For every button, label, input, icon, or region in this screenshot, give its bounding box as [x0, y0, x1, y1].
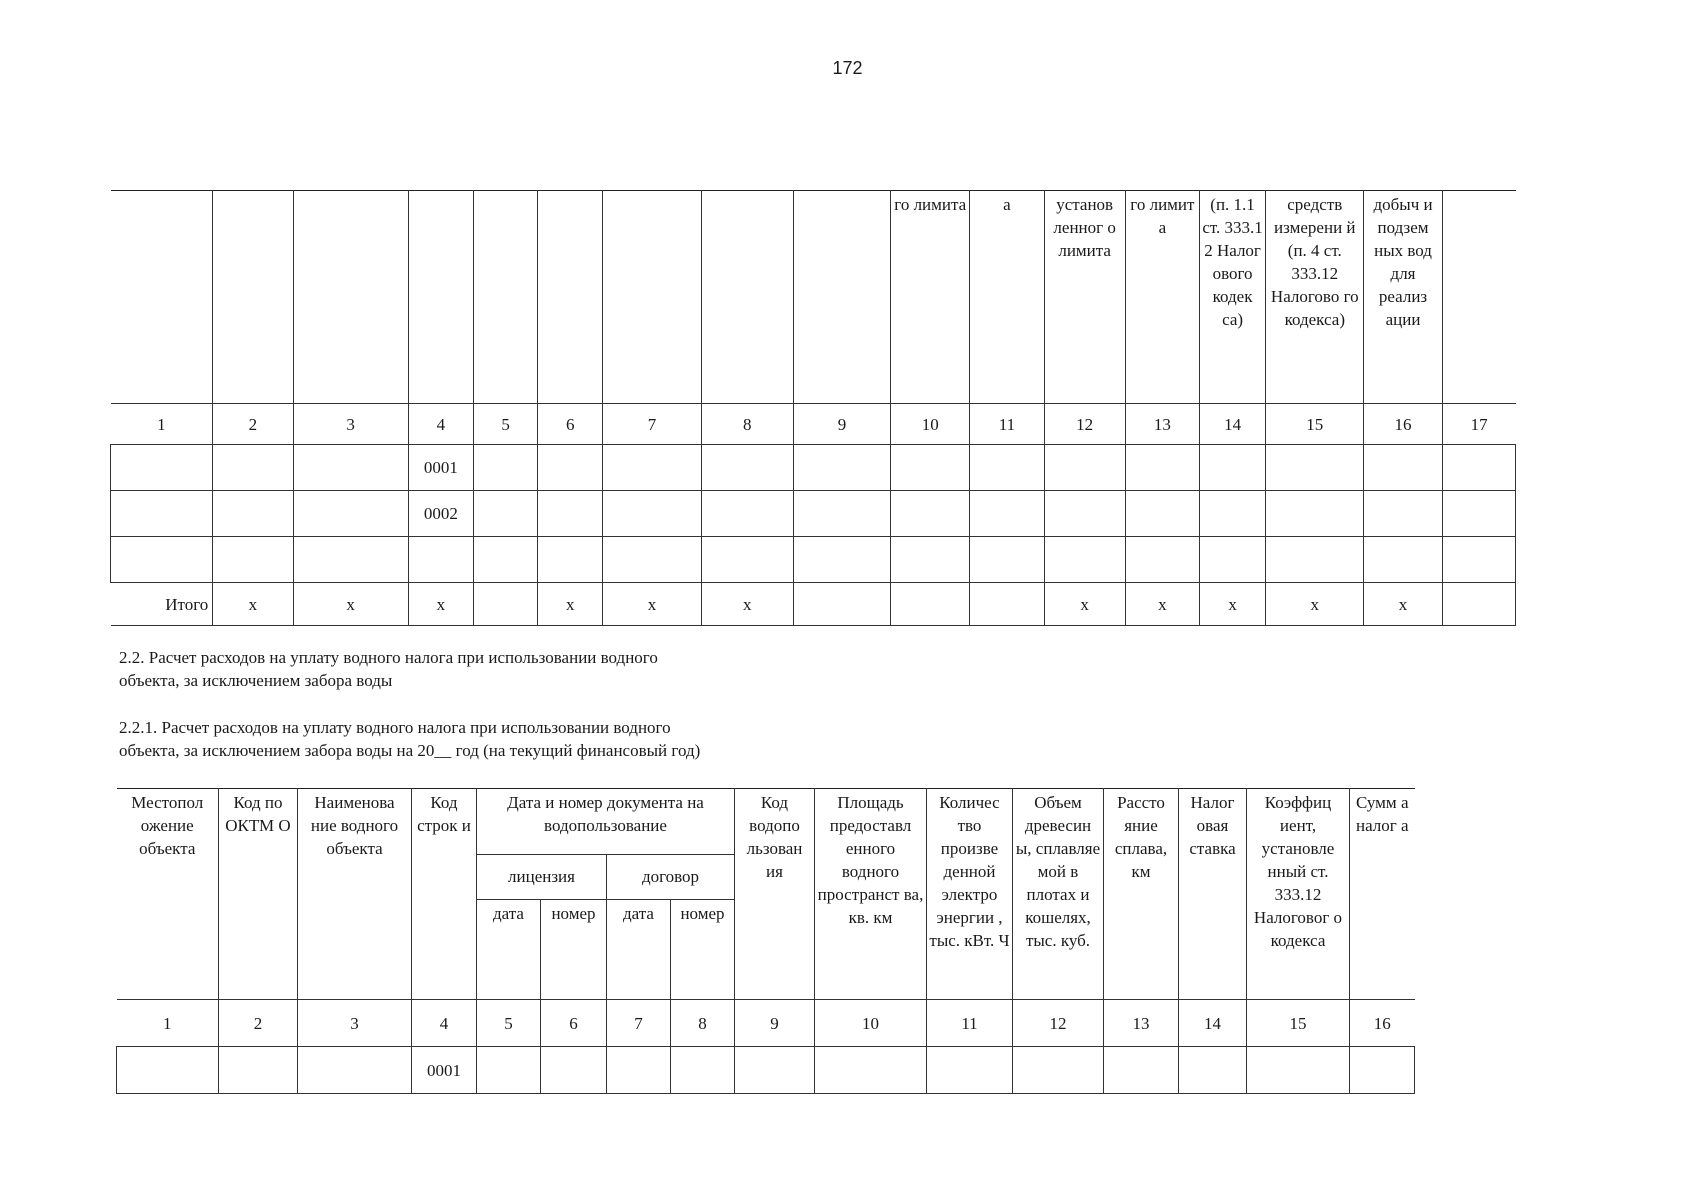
table-cell [1350, 1047, 1415, 1094]
table-cell [815, 1047, 927, 1094]
column-number: 6 [541, 1000, 607, 1047]
column-number: 12 [1044, 404, 1125, 445]
column-number: 3 [293, 404, 408, 445]
table-cell [213, 537, 293, 583]
table-cell [1044, 537, 1125, 583]
total-cell: x [1266, 583, 1364, 626]
water-tax-calculation-table [116, 788, 1415, 1094]
table-cell [474, 491, 538, 537]
header-oktmo: Код по ОКТМ О [219, 789, 298, 1000]
header-cell [111, 191, 213, 404]
water-tax-table-continued [110, 190, 1516, 626]
table-cell [793, 537, 890, 583]
table-cell [1125, 445, 1199, 491]
total-cell: x [293, 583, 408, 626]
total-cell [793, 583, 890, 626]
caption-line: объекта, за исключением забора воды на 20__ год (на текущий финансовый год) [119, 741, 701, 760]
table-cell [1044, 445, 1125, 491]
table-cell [219, 1047, 298, 1094]
column-number: 5 [477, 1000, 541, 1047]
table-cell [701, 445, 793, 491]
header-document: Дата и номер документа на водопользование [477, 789, 735, 855]
table-cell [1044, 491, 1125, 537]
table-cell [793, 445, 890, 491]
table-cell [1266, 445, 1364, 491]
table-cell [293, 491, 408, 537]
table-cell [1199, 491, 1265, 537]
table-cell [1266, 491, 1364, 537]
total-cell [891, 583, 970, 626]
column-number: 16 [1350, 1000, 1415, 1047]
header-cell [474, 191, 538, 404]
total-cell: x [701, 583, 793, 626]
table-cell [607, 1047, 671, 1094]
column-number: 1 [117, 1000, 219, 1047]
table-cell [1104, 1047, 1179, 1094]
page-number: 172 [832, 58, 863, 78]
header-contract-date: дата [607, 900, 671, 1000]
table-cell [111, 537, 213, 583]
column-number: 4 [412, 1000, 477, 1047]
header-cell: а [970, 191, 1044, 404]
table-cell [541, 1047, 607, 1094]
column-number: 16 [1364, 404, 1442, 445]
caption-line: 2.2. Расчет расходов на уплату водного налога при использовании водного [119, 648, 658, 667]
table-cell [474, 445, 538, 491]
column-number: 6 [538, 404, 603, 445]
table-cell [538, 445, 603, 491]
caption-line: объекта, за исключением забора воды [119, 671, 393, 690]
table-cell [1442, 491, 1515, 537]
table-cell [891, 491, 970, 537]
total-cell: x [213, 583, 293, 626]
table-cell [603, 445, 701, 491]
column-number: 9 [735, 1000, 815, 1047]
column-number: 11 [927, 1000, 1013, 1047]
table-cell [213, 491, 293, 537]
header-distance: Рассто яние сплава, км [1104, 789, 1179, 1000]
header-tax-sum: Сумм а налог а [1350, 789, 1415, 1000]
header-tax-rate: Налог овая ставка [1179, 789, 1247, 1000]
table-cell [970, 445, 1044, 491]
table-cell [538, 491, 603, 537]
column-number: 14 [1199, 404, 1265, 445]
table-cell [701, 491, 793, 537]
table-cell [213, 445, 293, 491]
table-cell [891, 537, 970, 583]
header-cell [293, 191, 408, 404]
header-area: Площадь предоставл енного водного пространст ва, кв. км [815, 789, 927, 1000]
column-number: 9 [793, 404, 890, 445]
column-number: 15 [1266, 404, 1364, 445]
table-cell [1364, 445, 1442, 491]
section-heading-2-2 [119, 646, 658, 692]
header-cell: (п. 1.1 ст. 333.1 2 Налог ового кодек са) [1199, 191, 1265, 404]
line-code-cell: 0002 [408, 491, 473, 537]
header-cell [793, 191, 890, 404]
header-use-code: Код водопо льзован ия [735, 789, 815, 1000]
table-cell [1125, 491, 1199, 537]
header-license-number: номер [541, 900, 607, 1000]
table-cell [1364, 537, 1442, 583]
header-cell [701, 191, 793, 404]
header-coefficient: Коэффиц иент, установле нный ст. 333.12 Налоговог о кодекса [1247, 789, 1350, 1000]
header-row [117, 789, 1415, 855]
table-cell [735, 1047, 815, 1094]
column-number: 12 [1013, 1000, 1104, 1047]
line-code-cell: 0001 [408, 445, 473, 491]
header-cell [603, 191, 701, 404]
table-row [111, 445, 1516, 491]
column-number: 10 [891, 404, 970, 445]
column-number: 10 [815, 1000, 927, 1047]
table-cell [1179, 1047, 1247, 1094]
table-cell [671, 1047, 735, 1094]
column-number: 14 [1179, 1000, 1247, 1047]
column-number: 7 [607, 1000, 671, 1047]
total-cell: x [408, 583, 473, 626]
column-number: 5 [474, 404, 538, 445]
table-cell [603, 491, 701, 537]
table-row [117, 1047, 1415, 1094]
header-wood-volume: Объем древесин ы, сплавляе мой в плотах и кошелях, тыс. куб. [1013, 789, 1104, 1000]
table-cell [293, 445, 408, 491]
total-cell: x [1364, 583, 1442, 626]
header-line-code: Код строк и [412, 789, 477, 1000]
table-cell [538, 537, 603, 583]
header-cell: добыч и подзем ных вод для реализ ации [1364, 191, 1442, 404]
header-license-date: дата [477, 900, 541, 1000]
table-cell [1013, 1047, 1104, 1094]
header-cell [408, 191, 473, 404]
column-number: 13 [1125, 404, 1199, 445]
table-cell [891, 445, 970, 491]
table-cell [477, 1047, 541, 1094]
total-cell: x [1044, 583, 1125, 626]
header-cell: го лимита [891, 191, 970, 404]
header-cell: средств измерени й (п. 4 ст. 333.12 Налогово го кодекса) [1266, 191, 1364, 404]
column-number: 15 [1247, 1000, 1350, 1047]
table-row [111, 537, 1516, 583]
table-cell [1266, 537, 1364, 583]
total-cell: x [1125, 583, 1199, 626]
table-cell [1442, 445, 1515, 491]
table-cell [474, 537, 538, 583]
table-cell [1199, 445, 1265, 491]
table-cell [1199, 537, 1265, 583]
table-row [111, 491, 1516, 537]
table-cell [1442, 537, 1515, 583]
line-code-cell [408, 537, 473, 583]
table-cell [111, 491, 213, 537]
total-cell [474, 583, 538, 626]
header-contract: договор [607, 854, 735, 899]
table-cell [970, 537, 1044, 583]
column-number: 3 [298, 1000, 412, 1047]
total-cell: x [603, 583, 701, 626]
total-row [111, 583, 1516, 626]
table-cell [603, 537, 701, 583]
section-heading-2-2-1 [119, 716, 700, 762]
header-cell [538, 191, 603, 404]
caption-line: 2.2.1. Расчет расходов на уплату водного налога при использовании водного [119, 718, 671, 737]
header-row [111, 191, 1516, 404]
table-cell [1247, 1047, 1350, 1094]
table-cell [1364, 491, 1442, 537]
total-cell [970, 583, 1044, 626]
header-cell [213, 191, 293, 404]
header-cell: го лимит а [1125, 191, 1199, 404]
header-energy: Количес тво произве денной электро энергии , тыс. кВт. Ч [927, 789, 1013, 1000]
column-number: 17 [1442, 404, 1515, 445]
table-cell [701, 537, 793, 583]
column-number: 1 [111, 404, 213, 445]
header-cell: установ ленног о лимита [1044, 191, 1125, 404]
column-number-row [117, 1000, 1415, 1047]
column-number: 2 [213, 404, 293, 445]
table-cell [1125, 537, 1199, 583]
column-number: 7 [603, 404, 701, 445]
header-license: лицензия [477, 854, 607, 899]
table-cell [293, 537, 408, 583]
total-label: Итого [111, 583, 213, 626]
column-number: 4 [408, 404, 473, 445]
table-cell [793, 491, 890, 537]
table-cell [970, 491, 1044, 537]
total-cell: x [1199, 583, 1265, 626]
column-number: 8 [671, 1000, 735, 1047]
table-cell [927, 1047, 1013, 1094]
header-location: Местопол ожение объекта [117, 789, 219, 1000]
table-cell [111, 445, 213, 491]
line-code-cell: 0001 [412, 1047, 477, 1094]
column-number: 2 [219, 1000, 298, 1047]
column-number: 8 [701, 404, 793, 445]
column-number: 13 [1104, 1000, 1179, 1047]
total-cell: x [538, 583, 603, 626]
table-cell [117, 1047, 219, 1094]
header-cell [1442, 191, 1515, 404]
column-number: 11 [970, 404, 1044, 445]
column-number-row [111, 404, 1516, 445]
header-contract-number: номер [671, 900, 735, 1000]
header-water-body-name: Наименова ние водного объекта [298, 789, 412, 1000]
total-cell [1442, 583, 1515, 626]
table-cell [298, 1047, 412, 1094]
